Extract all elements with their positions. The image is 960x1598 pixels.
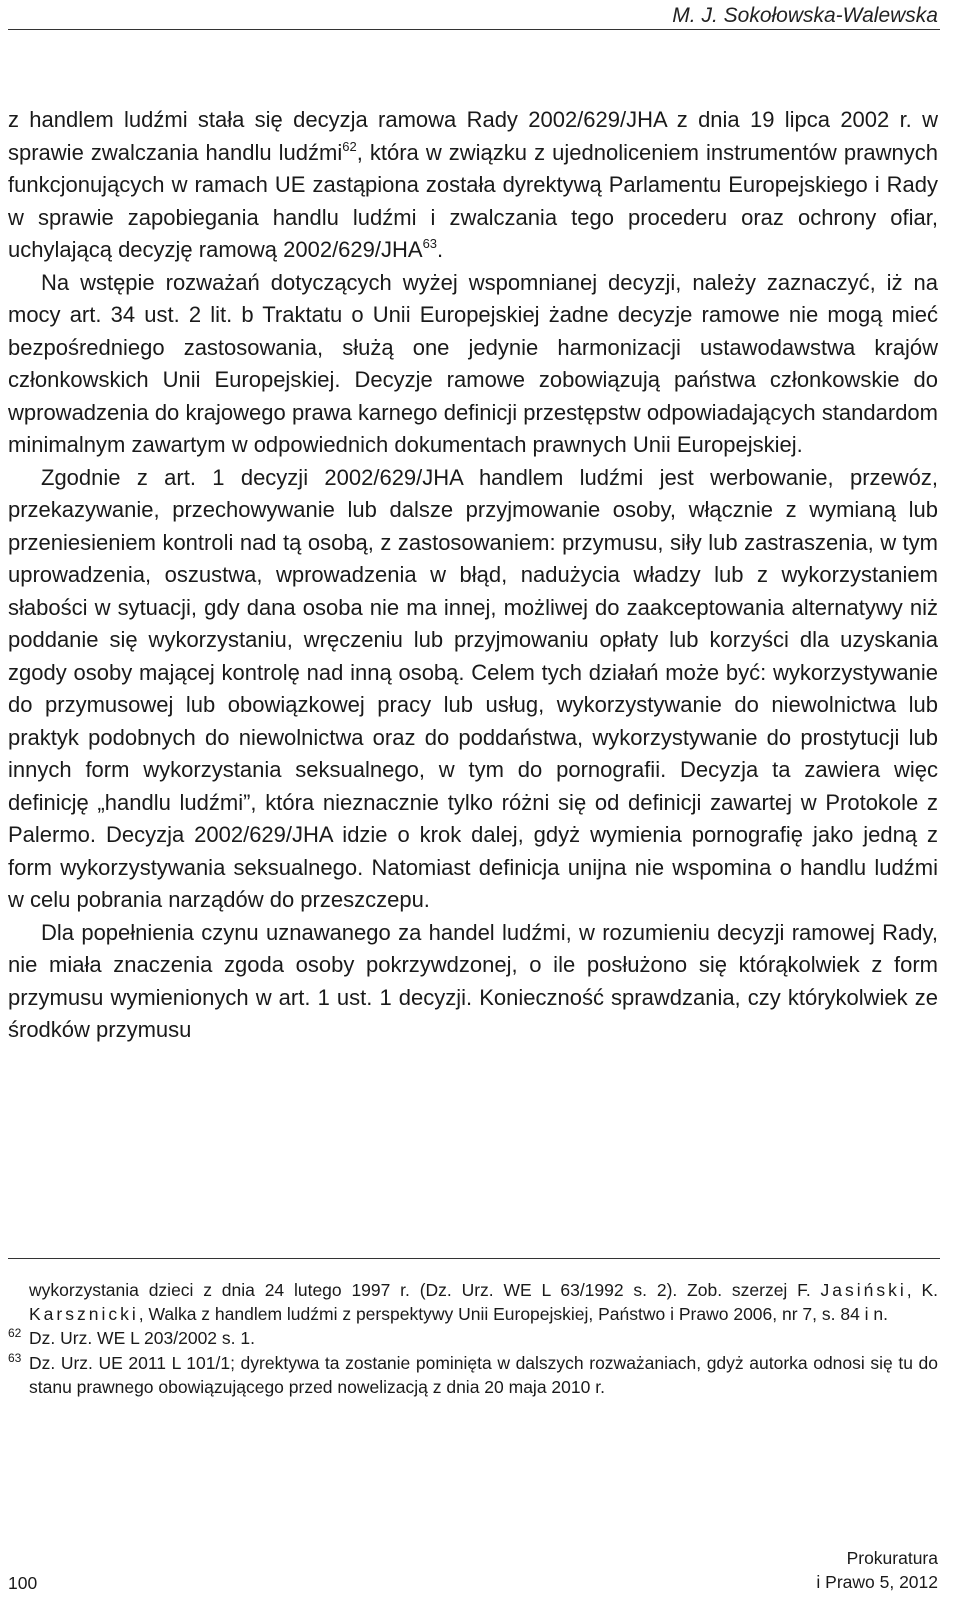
- footnote-continuation-text: [29, 1278, 938, 1326]
- footnote-text-63: Dz. Urz. UE 2011 L 101/1; dyrektywa ta zostanie pominięta w dalszych rozważaniach, gdyż autorka odnosi się tu do stanu prawnego obowiązującego przed nowelizacją z dnia 20 maja 2010 r.: [29, 1352, 938, 1397]
- footnote-cont-part-a: wykorzystania dzieci z dnia 24 lutego 1997 r. (Dz. Urz. WE L 63/1992 s. 2). Zob. szerzej F.: [29, 1280, 821, 1300]
- main-text: [8, 104, 938, 1047]
- footnotes: [8, 1278, 938, 1399]
- page-number: 100: [8, 1573, 38, 1593]
- paragraph-4: Dla popełnienia czynu uznawanego za handel ludźmi, w rozumieniu decyzji ramowej Rady, nie miała znaczenia zgoda osoby pokrzywdzonej, o ile posłużono się którąkolwiek z form przymusu wymienionych w art. 1 ust. 1 decyzji. Konieczność sprawdzania, czy którykolwiek ze środków przymusu: [8, 919, 938, 1042]
- footnote-62: [8, 1326, 938, 1350]
- footnote-text-62: Dz. Urz. WE L 203/2002 s. 1.: [29, 1328, 255, 1349]
- journal-line-2: i Prawo 5, 2012: [816, 1572, 938, 1592]
- journal-name: [816, 1546, 938, 1594]
- footnote-ref-62[interactable]: 62: [342, 138, 357, 154]
- footnote-cont-part-c: , Walka z handlem ludźmi z perspektywy Unii Europejskiej, Państwo i Prawo 2006, nr 7, s. 84 i n.: [138, 1304, 889, 1325]
- footnote-number-62: 62: [8, 1326, 22, 1341]
- footnote-number-blank: [8, 1278, 29, 1326]
- paragraph-1-part-a: z handlem ludźmi stała się decyzja ramowa Rady 2002/629/JHA z dnia 19 lipca 2002 r. w sprawie zwalczania handlu ludźmi: [8, 107, 938, 165]
- author-name-karsznicki: Karsznicki: [29, 1304, 139, 1325]
- paragraph-1: [8, 104, 938, 267]
- paragraph-1-part-b: , która w związku z ujednoliceniem instrumentów prawnych funkcjonujących w ramach UE zastąpiona została dyrektywą Parlamentu Europejskiego i Rady w sprawie zapobiegania handlu ludźmi i zwalczania tego procederu oraz ochrony ofiar, uchylającą decyzję ramową 2002/629/JHA: [8, 139, 939, 262]
- footnote-cont-part-b: , K.: [906, 1280, 938, 1300]
- header-rule: [8, 29, 940, 30]
- paragraph-3: Zgodnie z art. 1 decyzji 2002/629/JHA handlem ludźmi jest werbowanie, przewóz, przekazywanie, przechowywanie lub dalsze przyjmowanie osoby, włącznie z wymianą lub przeniesieniem kontroli nad tą osobą, z zastosowaniem: przymusu, siły lub zastraszenia, w tym uprowadzenia, oszustwa, wprowadzenia w błąd, nadużycia władzy lub z wykorzystaniem słabości w sytuacji, gdy dana osoba nie ma innej, możliwej do zaakceptowania alternatywy niż poddanie się wykorzystaniu, wręczeniu lub przyjmowaniu opłaty lub korzyści dla uzyskania zgody osoby mającej kontrolę nad inną osobą. Celem tych działań może być: wykorzystywanie do przymusowej lub obowiązkowej pracy lub usług, wykorzystywanie do niewolnictwa lub praktyk podobnych do niewolnictwa oraz do poddaństwa, wykorzystywanie do prostytucji lub innych form wykorzystania seksualnego, w tym do pornografii. Decyzja ta zawiera więc definicję „handlu ludźmi”, która nieznacznie tylko różni się od definicji zawartej w Protokole z Palermo. Decyzja 2002/629/JHA idzie o krok dalej, gdyż wymienia pornografię jako jedną z form wykorzystywania seksualnego. Natomiast definicja unijna nie wspomina o handlu ludźmi w celu pobrania narządów do przeszczepu.: [8, 464, 938, 912]
- author-name-jasinski: Jasiński: [820, 1280, 907, 1300]
- footnote-rule: [8, 1258, 940, 1259]
- footnote-number-63: 63: [8, 1350, 22, 1365]
- paragraph-1-part-c: .: [437, 237, 444, 262]
- footnote-ref-63[interactable]: 63: [422, 236, 438, 251]
- paragraph-2: Na wstępie rozważań dotyczących wyżej wspomnianej decyzji, należy zaznaczyć, iż na mocy art. 34 ust. 2 lit. b Traktatu o Unii Europejskiej żadne decyzje ramowe nie mogą mieć bezpośredniego zastosowania, służą one jedynie harmonizacji ustawodawstwa krajów członkowskich Unii Europejskiej. Decyzje ramowe zobowiązują państwa członkowskie do wprowadzenia do krajowego prawa karnego definicji przestępstw odpowiadających standardom minimalnym zawartym w odpowiednich dokumentach prawnych Unii Europejskiej.: [8, 269, 938, 457]
- running-header-author: M. J. Sokołowska-Walewska: [672, 4, 938, 27]
- footnote-63: [8, 1351, 938, 1399]
- journal-line-1: Prokuratura: [846, 1548, 938, 1568]
- footnote-continuation: [8, 1278, 938, 1326]
